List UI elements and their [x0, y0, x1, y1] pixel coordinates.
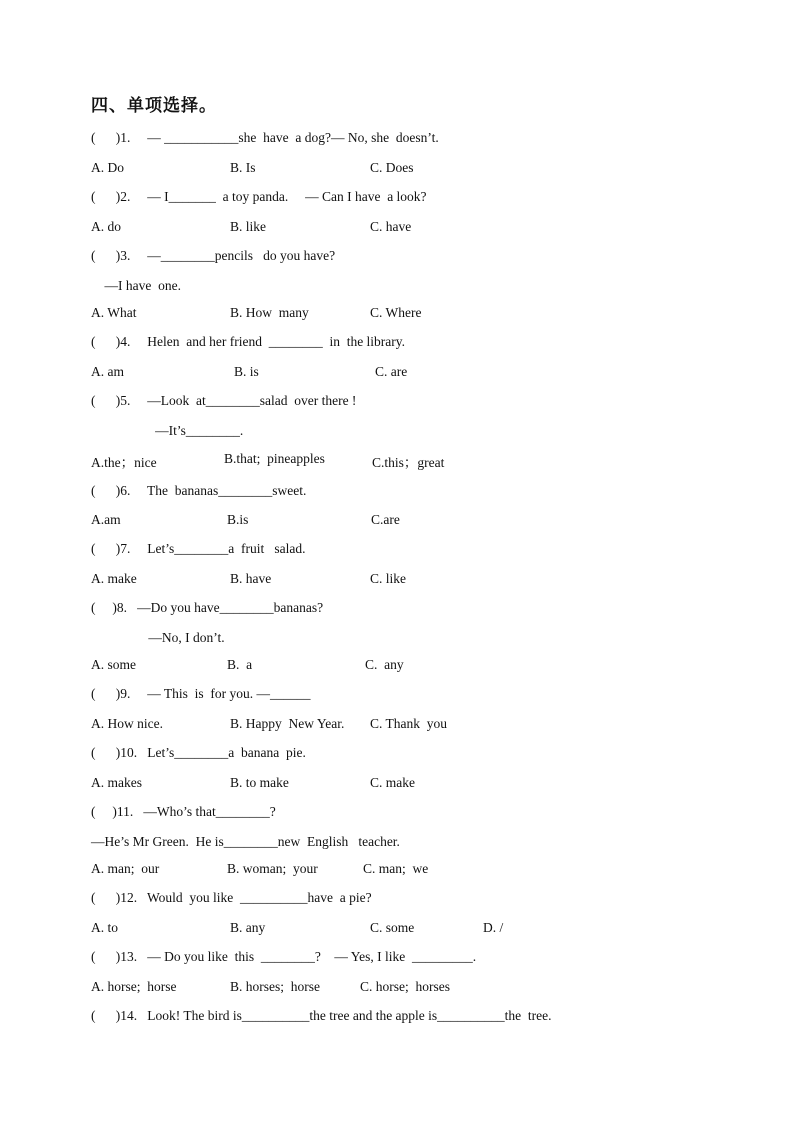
answer-option-a: A. do [91, 219, 121, 234]
question-line: —It’s________. [91, 423, 244, 438]
answer-option-d: D. / [483, 920, 504, 935]
answer-option-b: B.that; pineapples [224, 451, 325, 466]
answer-option-c: C.this；great [372, 455, 445, 470]
answer-option-b: B. have [230, 571, 272, 586]
question-line: ( )4. Helen and her friend ________ in the library. [91, 334, 406, 349]
question-line: ( )12. Would you like __________have a pie? [91, 890, 372, 905]
answer-option-a: A. to [91, 920, 118, 935]
question-line: —No, I don’t. [91, 630, 225, 645]
question-line: ( )1. — ___________she have a dog?— No, she doesn’t. [91, 130, 439, 145]
question-line: ( )10. Let’s________a banana pie. [91, 745, 306, 760]
answer-option-b: B. any [230, 920, 266, 935]
question-line: —He’s Mr Green. He is________new English teacher. [91, 834, 400, 849]
answer-option-c: C. have [370, 219, 412, 234]
answer-option-a: A. How nice. [91, 716, 163, 731]
answer-option-a: A. some [91, 657, 136, 672]
answer-option-c: C. horse; horses [360, 979, 450, 994]
answer-option-c: C. Thank you [370, 716, 447, 731]
answer-option-b: B. a [227, 657, 253, 672]
answer-option-a: A. am [91, 364, 124, 379]
question-line: ( )5. —Look at________salad over there ! [91, 393, 357, 408]
answer-option-b: B. woman; your [227, 861, 318, 876]
question-line: ( )6. The bananas________sweet. [91, 483, 307, 498]
question-line: ( )11. —Who’s that________? [91, 804, 276, 819]
answer-option-b: B. Happy New Year. [230, 716, 345, 731]
question-line: ( )8. —Do you have________bananas? [91, 600, 324, 615]
answer-option-b: B.is [227, 512, 249, 527]
question-line: ( )14. Look! The bird is__________the tree and the apple is__________the tree. [91, 1008, 552, 1023]
answer-option-a: A. makes [91, 775, 142, 790]
answer-option-c: C. are [375, 364, 408, 379]
question-line: ( )9. — This is for you. —______ [91, 686, 311, 701]
answer-option-c: C. some [370, 920, 415, 935]
question-line: ( )7. Let’s________a fruit salad. [91, 541, 306, 556]
answer-option-b: B. Is [230, 160, 256, 175]
answer-option-c: C. like [370, 571, 406, 586]
answer-option-c: C. Where [370, 305, 422, 320]
answer-option-c: C. make [370, 775, 415, 790]
answer-option-c: C. Does [370, 160, 414, 175]
question-line: ( )13. — Do you like this ________? — Yes, I like _________. [91, 949, 477, 964]
answer-option-b: B. is [234, 364, 259, 379]
question-line: —I have one. [91, 278, 181, 293]
answer-option-a: A. What [91, 305, 137, 320]
section-title: 四、单项选择。 [91, 96, 217, 116]
answer-option-c: C. man; we [363, 861, 429, 876]
answer-option-b: B. How many [230, 305, 309, 320]
question-line: ( )2. — I_______ a toy panda. — Can I have a look? [91, 189, 427, 204]
answer-option-a: A.the；nice [91, 455, 157, 470]
answer-option-a: A. Do [91, 160, 124, 175]
answer-option-b: B. to make [230, 775, 289, 790]
question-line: ( )3. —________pencils do you have? [91, 248, 336, 263]
answer-option-b: B. like [230, 219, 266, 234]
answer-option-a: A. man; our [91, 861, 160, 876]
answer-option-c: C. any [365, 657, 404, 672]
answer-option-a: A. horse; horse [91, 979, 177, 994]
answer-option-c: C.are [371, 512, 400, 527]
answer-option-b: B. horses; horse [230, 979, 320, 994]
answer-option-a: A. make [91, 571, 137, 586]
answer-option-a: A.am [91, 512, 121, 527]
